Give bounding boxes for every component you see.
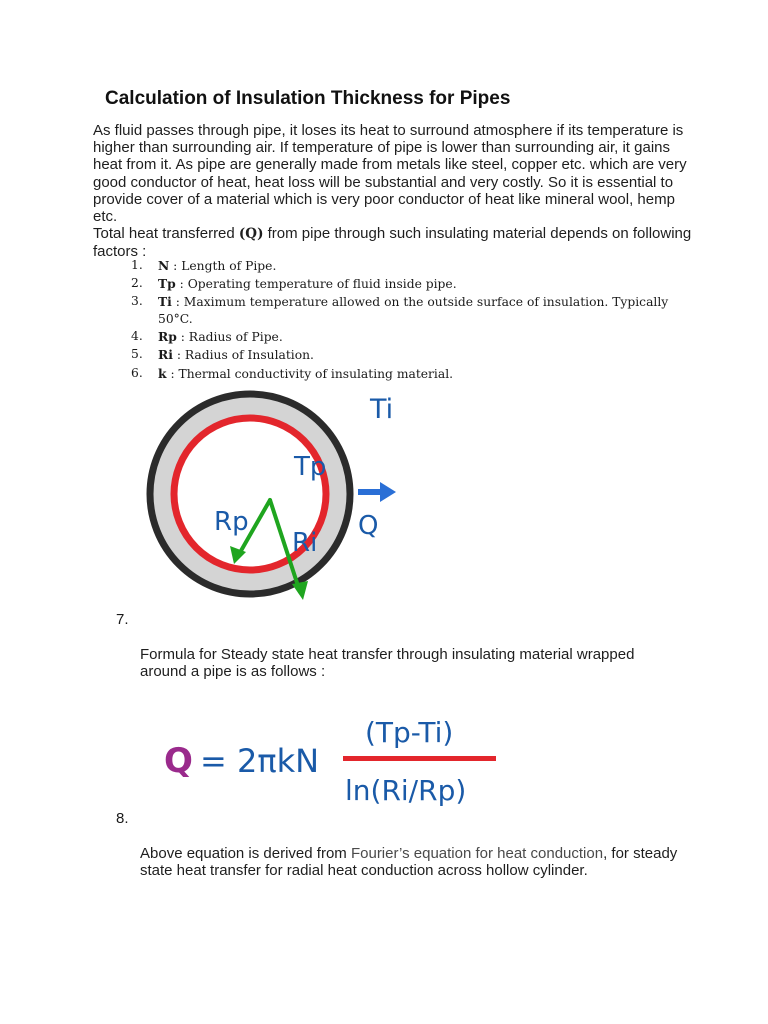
formula-denominator: ln(Ri/Rp) [345, 774, 467, 807]
intro-paragraph [93, 122, 693, 261]
heat-symbol: (Q) [238, 226, 264, 243]
pipe-insulation-diagram [146, 378, 416, 610]
derivation-paragraph [140, 845, 680, 879]
intro-text: As fluid passes through pipe, it loses its heat to surround atmosphere if its temperature is higher than surrounding air. If temperature of pipe is lower than surrounding air, it gains heat from it. As pipe are generally made from metals like steel, copper etc. which are very good conductor of heat, heat loss will be substantial and very costly. So it is essential to provide cover of a material which is very poor conductor of heat like mineral wool, hemp etc. [93, 122, 687, 226]
label-ti: Ti [370, 394, 394, 425]
heat-transfer-formula [160, 708, 500, 808]
list-item [131, 328, 678, 346]
formula-intro: Formula for Steady state heat transfer through insulating material wrapped around a pipe is as follows : [140, 646, 635, 680]
factor-symbol: Ri [158, 347, 173, 363]
factor-description: : Length of Pipe. [173, 259, 277, 273]
formula-coefficient: = 2πkN [200, 742, 320, 780]
list-item [131, 257, 678, 275]
derivation-prefix: Above equation is derived from [140, 845, 347, 862]
list-number: 5. [131, 347, 143, 362]
factors-list [131, 257, 678, 383]
label-q: Q [358, 511, 379, 541]
factor-symbol: k [158, 365, 167, 381]
factor-description: : Maximum temperature allowed on the outside surface of insulation. Typically 50°C. [158, 295, 669, 327]
total-suffix: from pipe through such insulating material depends on following factors : [93, 225, 692, 261]
list-item [131, 293, 678, 328]
factor-description: : Radius of Pipe. [180, 330, 283, 345]
label-tp: Tp [294, 452, 327, 482]
ri-arrowhead-icon [292, 581, 308, 600]
factor-symbol: Rp [158, 329, 177, 345]
formula-numerator: (Tp-Ti) [365, 716, 454, 749]
formula-q: Q [164, 741, 193, 781]
list-number: 1. [131, 258, 143, 272]
list-marker-7: 7. [116, 611, 129, 628]
factor-description: : Operating temperature of fluid inside pipe. [179, 277, 457, 292]
factor-symbol: Ti [158, 294, 172, 310]
list-number: 3. [131, 294, 143, 309]
list-marker-8: 8. [116, 810, 129, 827]
label-ri: Ri [292, 528, 318, 558]
list-number: 6. [131, 365, 143, 380]
fourier-link[interactable]: Fourier’s equation for heat conduction [350, 845, 604, 862]
label-rp: Rp [214, 507, 249, 537]
list-number: 4. [131, 329, 143, 344]
list-item [131, 346, 678, 364]
list-number: 2. [131, 276, 143, 291]
factor-description: : Thermal conductivity of insulating material. [170, 366, 454, 381]
list-item [131, 275, 678, 293]
total-prefix: Total heat transferred [93, 225, 235, 243]
factor-symbol: Tp [158, 276, 176, 292]
fraction-bar [343, 756, 496, 761]
heat-flow-arrow-icon [380, 482, 396, 502]
factor-symbol: N [158, 258, 170, 273]
derivation-suffix: , for steady state heat transfer for radial heat conduction across hollow cylinder. [140, 845, 678, 879]
factor-description: : Radius of Insulation. [176, 348, 314, 363]
page-title: Calculation of Insulation Thickness for Pipes [105, 88, 511, 109]
